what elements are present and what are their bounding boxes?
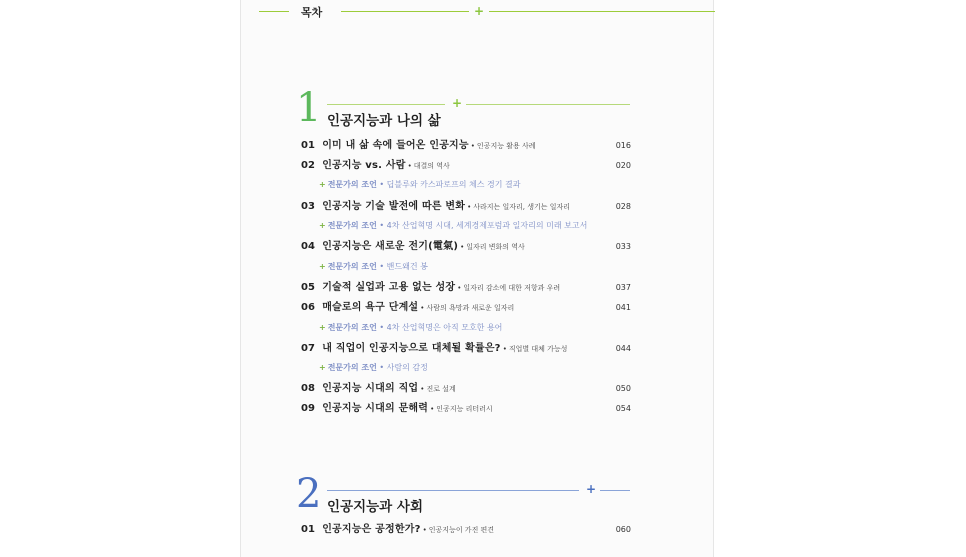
chapter-number: 1 [296,85,322,131]
entry-number: 01 [301,140,315,151]
expert-text: 사람의 감정 [386,363,428,372]
entry-title: 매슬로의 욕구 단계설 [322,302,419,313]
entry-number: 03 [301,201,315,212]
entry-number: 02 [301,160,315,171]
expert-text: 4차 산업혁명 시대, 세계경제포럼과 일자리의 미래 보고서 [386,221,588,230]
plus-icon: + [319,323,326,332]
chapter-rule-left [327,490,579,491]
entry-title: 내 직업이 인공지능으로 대체될 확률은? [322,343,501,354]
toc-entry[interactable]: 07 내 직업이 인공지능으로 대체될 확률은? • 직업별 대체 가능성 044 [301,341,631,357]
entry-page: 050 [615,384,631,393]
entry-subtitle: 진로 설계 [426,385,456,393]
expert-label: 전문가의 조언 [327,180,377,189]
expert-label: 전문가의 조언 [327,323,377,332]
chapter-number: 2 [296,471,322,517]
expert-text: 딥블루와 카스파로프의 체스 경기 결과 [386,180,521,189]
plus-icon: + [319,262,326,271]
entry-number: 01 [301,524,315,535]
expert-label: 전문가의 조언 [327,363,377,372]
header-rule-mid [341,11,469,12]
entry-page: 016 [615,141,631,150]
entry-title: 인공지능 기술 발전에 따른 변화 [322,201,466,212]
entry-number: 08 [301,383,315,394]
entry-subtitle: 일자리 변화의 역사 [466,243,525,251]
plus-icon: + [319,221,326,230]
toc-entry[interactable]: 01 이미 내 삶 속에 들어온 인공지능 • 인공지능 활용 사례 016 [301,138,631,154]
entry-page: 041 [615,303,631,312]
chapter-rule-left [327,104,445,105]
entry-page: 037 [615,283,631,292]
toc-entry[interactable]: 04 인공지능은 새로운 전기(電氣) • 일자리 변화의 역사 033 [301,239,631,255]
chapter-title: 인공지능과 사회 [327,499,423,515]
entry-subtitle: 인공지능 리터러시 [436,405,493,413]
expert-tip[interactable]: + 전문가의 조언 • 딥블루와 카스파로프의 체스 경기 결과 [319,180,521,189]
entry-subtitle: 인공지능 활용 사례 [476,142,536,150]
toc-entry[interactable]: 02 인공지능 vs. 사람 • 대결의 역사 020 [301,158,631,174]
entry-subtitle: 직업별 대체 가능성 [508,345,568,353]
toc-entry[interactable]: 05 기술적 실업과 고용 없는 성장 • 일자리 감소에 대한 저항과 우려 037 [301,280,631,296]
entry-title: 인공지능 시대의 문해력 [322,403,429,414]
expert-label: 전문가의 조언 [327,262,377,271]
entry-number: 04 [301,241,315,252]
toc-header [241,0,715,26]
entry-page: 044 [615,344,631,353]
entry-number: 05 [301,282,315,293]
entry-title: 인공지능은 공정한가? [322,524,421,535]
entry-page: 028 [615,202,631,211]
entry-subtitle: 일자리 감소에 대한 저항과 우려 [463,284,561,292]
toc-entry[interactable]: 08 인공지능 시대의 직업 • 진로 설계 050 [301,381,631,397]
entry-subtitle: 사람의 욕망과 새로운 일자리 [426,304,515,312]
entry-page: 033 [615,242,631,251]
entry-subtitle: 인공지능이 가진 편견 [428,526,495,534]
toc-entry[interactable]: 06 매슬로의 욕구 단계설 • 사람의 욕망과 새로운 일자리 041 [301,300,631,316]
expert-label: 전문가의 조언 [327,221,377,230]
entry-number: 07 [301,343,315,354]
entry-title: 인공지능 vs. 사람 [322,160,406,171]
entry-page: 060 [615,525,631,534]
expert-tip[interactable]: + 전문가의 조언 • 4차 산업혁명은 아직 모호한 용어 [319,323,503,332]
chapter-title: 인공지능과 나의 삶 [327,113,441,129]
plus-icon: + [586,482,597,496]
chapter-rule-right [600,490,630,491]
toc-title: 목차 [301,6,323,19]
expert-tip[interactable]: + 전문가의 조언 • 밴드왜건 봉 [319,262,428,271]
entry-number: 06 [301,302,315,313]
toc-entry[interactable]: 01 인공지능은 공정한가? • 인공지능이 가진 편견 060 [301,522,631,538]
plus-icon: + [319,180,326,189]
toc-entry[interactable]: 03 인공지능 기술 발전에 따른 변화 • 사라지는 일자리, 생기는 일자리 028 [301,199,631,215]
expert-text: 4차 산업혁명은 아직 모호한 용어 [386,323,503,332]
entry-title: 인공지능은 새로운 전기(電氣) [322,241,459,252]
entry-page: 054 [615,404,631,413]
plus-icon: + [319,363,326,372]
entry-title: 이미 내 삶 속에 들어온 인공지능 [322,140,469,151]
entry-subtitle: 대결의 역사 [413,162,450,170]
entry-number: 09 [301,403,315,414]
header-rule-left [259,11,289,12]
entry-page: 020 [615,161,631,170]
plus-icon: + [474,4,485,18]
expert-tip[interactable]: + 전문가의 조언 • 4차 산업혁명 시대, 세계경제포럼과 일자리의 미래 보고서 [319,221,588,230]
plus-icon: + [452,96,463,110]
header-rule-right [489,11,715,12]
entry-title: 인공지능 시대의 직업 [322,383,419,394]
entry-subtitle: 사라지는 일자리, 생기는 일자리 [473,203,571,211]
toc-page [240,0,714,557]
toc-entry[interactable]: 09 인공지능 시대의 문해력 • 인공지능 리터러시 054 [301,401,631,417]
chapter-rule-right [466,104,630,105]
expert-text: 밴드왜건 봉 [386,262,428,271]
entry-title: 기술적 실업과 고용 없는 성장 [322,282,456,293]
expert-tip[interactable]: + 전문가의 조언 • 사람의 감정 [319,363,428,372]
